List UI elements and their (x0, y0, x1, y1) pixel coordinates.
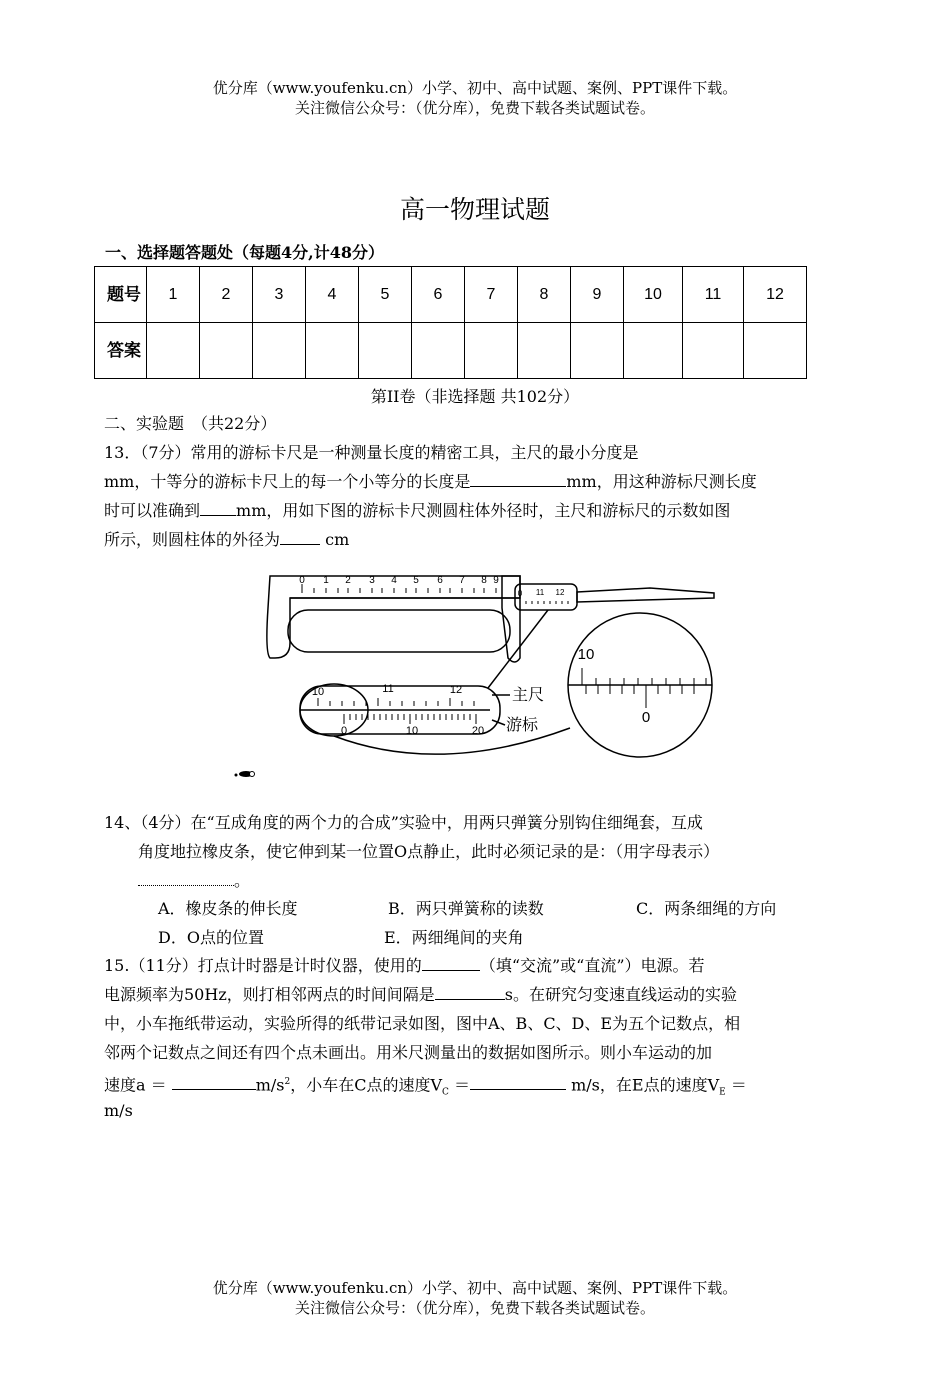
zoom-main-digit: 11 (382, 683, 394, 695)
q-number: 9 (571, 267, 624, 323)
q13-text: 时可以准确到 (104, 501, 201, 520)
page-footer (0, 1278, 950, 1318)
vernier-digit: 0 (517, 589, 523, 598)
q13-text: cm (320, 530, 350, 549)
zoom-main-digit: 10 (311, 686, 325, 698)
table-row-answers (95, 323, 807, 379)
main-scale-digit: 7 (459, 575, 465, 586)
q-number: 3 (253, 267, 306, 323)
main-scale-digit: 9 (493, 575, 499, 586)
q14-option-c: C．两条细绳的方向 (636, 899, 777, 918)
answer-cell[interactable] (359, 323, 412, 379)
stray-mark-icon (235, 771, 255, 777)
main-scale-digit: 2 (345, 575, 351, 586)
q15-line-6: m/s (104, 1101, 133, 1120)
zoom-main-digit: 12 (449, 684, 463, 696)
main-scale-digit: 5 (413, 575, 419, 586)
q15-text: s。在研究匀变速直线运动的实验 (504, 985, 737, 1004)
q15-blank-3[interactable] (172, 1071, 256, 1090)
q13-text: mm，十等分的游标卡尺上的每一个小等分的长度是 (104, 472, 471, 491)
answer-cell[interactable] (571, 323, 624, 379)
q15-text: 15.（11分）打点计时器是计时仪器，使用的 (104, 956, 422, 975)
q15-subscript: E (719, 1087, 726, 1098)
header-line-1: 优分库（www.youfenku.cn）小学、初中、高中试题、案例、PPT课件下载。 (212, 79, 738, 97)
q13-line-3 (104, 496, 848, 526)
q-number: 6 (412, 267, 465, 323)
caliper-jaw-left (267, 576, 520, 658)
q15-blank-2[interactable] (435, 981, 505, 1000)
circle-vernier-digit: 0 (641, 709, 651, 726)
q15-superscript: 2 (284, 1077, 291, 1087)
main-scale-digit: 0 (299, 575, 305, 586)
main-scale-digit: 8 (481, 575, 487, 586)
q15-text: ＝ (725, 1075, 747, 1095)
main-scale-digit: 6 (437, 575, 443, 586)
q-number: 5 (359, 267, 412, 323)
row-label-number: 题号 (95, 267, 147, 323)
q15-line-3: 中，小车拖纸带运动，实验所得的纸带记录如图，图中A、B、C、D、E为五个记数点，相 (104, 1014, 741, 1033)
footer-line-2: 关注微信公众号：（优分库），免费下载各类试题试卷。 (294, 1299, 655, 1317)
q15-line-2 (104, 980, 848, 1010)
zoom-vernier-digit: 0 (340, 725, 348, 737)
q15-line-1 (104, 951, 848, 981)
q-number: 1 (147, 267, 200, 323)
q15-text: ，小车在C点的速度V (290, 1075, 443, 1095)
q13-text: mm，用如下图的游标卡尺测圆柱体外径时，主尺和游标尺的示数如图 (236, 501, 731, 520)
q-number: 4 (306, 267, 359, 323)
vernier-digit: 11 (535, 588, 545, 597)
answer-cell[interactable] (518, 323, 571, 379)
label-main-scale: 主尺 (512, 687, 545, 704)
cylinder-shape (288, 610, 510, 652)
section1-heading: 一、选择题答题处（每题4分,计48分） (105, 243, 384, 262)
q13-text: 所示，则圆柱体的外径为 (104, 530, 281, 549)
answer-cell[interactable] (412, 323, 465, 379)
main-scale-digit: 4 (391, 575, 397, 586)
part2-title: 第II卷（非选择题 共102分） (370, 387, 580, 406)
q13-blank-3[interactable] (280, 526, 320, 545)
q14-blank[interactable] (138, 871, 234, 886)
q15-text: m/s (255, 1075, 285, 1095)
vernier-slider (515, 584, 577, 610)
q15-line-4: 邻两个记数点之间还有四个点未画出。用米尺测量出的数据如图所示。则小车运动的加 (104, 1043, 713, 1062)
q15-text: m/s，在E点的速度V (566, 1075, 720, 1095)
answer-cell[interactable] (147, 323, 200, 379)
q15-text: ＝ (448, 1075, 471, 1095)
answer-cell[interactable] (744, 323, 807, 379)
q15-text: （填“交流”或“直流”）电源。若 (479, 956, 705, 975)
page-header (0, 78, 950, 118)
circle-main-digit: 10 (577, 646, 595, 663)
section2-heading: 二、实验题 （共22分） (104, 414, 277, 433)
answer-table (94, 266, 807, 379)
answer-cell[interactable] (200, 323, 253, 379)
answer-cell[interactable] (624, 323, 683, 379)
footer-line-1: 优分库（www.youfenku.cn）小学、初中、高中试题、案例、PPT课件下载。 (212, 1279, 738, 1297)
answer-cell[interactable] (465, 323, 518, 379)
q-number: 10 (624, 267, 683, 323)
q15-blank-1[interactable] (422, 952, 480, 971)
header-line-2: 关注微信公众号：（优分库），免费下载各类试题试卷。 (294, 99, 655, 117)
q14-option-d: D．O点的位置 (158, 928, 264, 947)
q15-text: 电源频率为50Hz，则打相邻两点的时间间隔是 (104, 985, 435, 1004)
zoom-vernier-digit: 10 (405, 725, 419, 737)
answer-cell[interactable] (306, 323, 359, 379)
q14-line-2: 角度地拉橡皮条，使它伸到某一位置O点静止，此时必须记录的是：（用字母表示） (138, 842, 720, 861)
q13-text: mm，用这种游标尺测长度 (566, 472, 757, 491)
q14-line-3 (138, 866, 882, 896)
vernier-caliper-figure (230, 548, 720, 786)
q-number: 12 (744, 267, 807, 323)
q14-text: 。 (234, 871, 251, 890)
label-vernier-scale: 游标 (506, 717, 539, 734)
row-label-answer: 答案 (95, 323, 147, 379)
q13-line-2 (104, 467, 848, 497)
q13-blank-1[interactable] (470, 468, 566, 487)
main-scale-digit: 3 (369, 575, 375, 586)
q15-subscript: C (442, 1087, 449, 1098)
answer-cell[interactable] (683, 323, 744, 379)
q-number: 11 (683, 267, 744, 323)
q15-text: 速度a ＝ (104, 1075, 172, 1095)
table-row-numbers (95, 267, 807, 323)
q14-line-1: 14、（4分）在“互成角度的两个力的合成”实验中，用两只弹簧分别钩住细绳套，互成 (104, 813, 703, 832)
page-title: 高一物理试题 (399, 195, 550, 224)
depth-rod (577, 588, 714, 602)
vernier-digit: 12 (555, 588, 565, 597)
q14-option-e: E．两细绳间的夹角 (384, 928, 524, 947)
q13-line-1: 13．（7分）常用的游标卡尺是一种测量长度的精密工具，主尺的最小分度是 (104, 443, 639, 462)
q13-blank-2[interactable] (200, 497, 236, 516)
zoom-vernier-digit: 20 (471, 725, 485, 737)
q14-option-b: B．两只弹簧称的读数 (388, 899, 544, 918)
q-number: 2 (200, 267, 253, 323)
q-number: 8 (518, 267, 571, 323)
answer-cell[interactable] (253, 323, 306, 379)
q14-option-a: A．橡皮条的伸长度 (158, 899, 298, 918)
main-scale-digit: 1 (323, 575, 329, 586)
q-number: 7 (465, 267, 518, 323)
q15-blank-4[interactable] (470, 1071, 566, 1090)
